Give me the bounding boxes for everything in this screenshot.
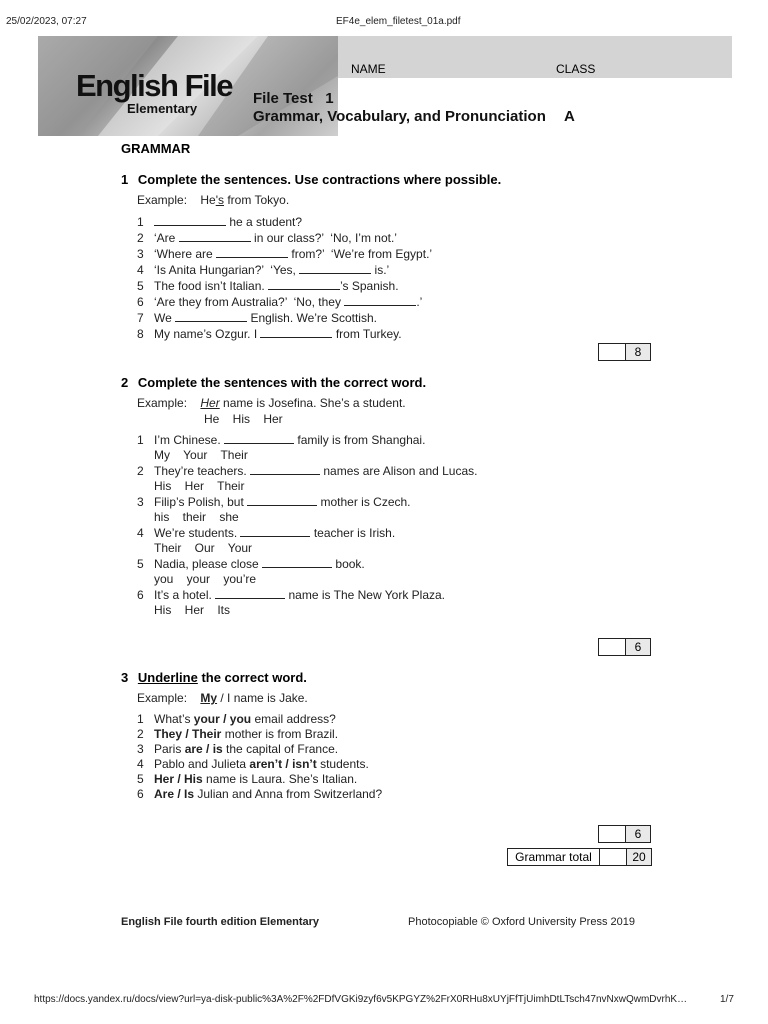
- name-class-strip: [338, 36, 732, 78]
- q1-item: [137, 294, 432, 310]
- answer-blank[interactable]: [247, 494, 317, 506]
- q2-item-number: 5: [137, 557, 144, 571]
- q3-item: [137, 787, 382, 802]
- q3-item-number: 6: [137, 787, 144, 801]
- q1-item-number: 6: [137, 295, 144, 309]
- q2-item-choices: you your you’re: [154, 572, 257, 586]
- q1-item: [137, 246, 432, 262]
- q1-item: [137, 310, 432, 326]
- q1-score-value: 8: [626, 344, 650, 360]
- q1-item: [137, 278, 432, 294]
- q3-item-pre: Pablo and Julieta: [154, 757, 250, 771]
- q2-item-pre: They’re teachers.: [154, 464, 251, 478]
- q2-item-choices: His Her Their: [154, 479, 245, 493]
- q2-item-pre: We’re students.: [154, 526, 241, 540]
- q3-item-number: 2: [137, 727, 144, 741]
- q2-item-number: 3: [137, 495, 144, 509]
- q1-item: [137, 326, 432, 342]
- answer-blank[interactable]: [175, 310, 247, 322]
- q1-item-number: 8: [137, 327, 144, 341]
- q1-item-post: in our class?’ ‘No, I’m not.’: [250, 231, 397, 245]
- q2-score-box: [598, 638, 651, 656]
- q2-item-post: teacher is Irish.: [310, 526, 396, 540]
- q2-item-pre: Nadia, please close: [154, 557, 263, 571]
- q1-item: [137, 214, 432, 230]
- logo-title: English File: [76, 68, 232, 103]
- q2-item-number: 4: [137, 526, 144, 540]
- q3-item: [137, 757, 382, 772]
- q2-item-post: names are Alison and Lucas.: [320, 464, 478, 478]
- print-url: https://docs.yandex.ru/docs/view?url=ya-disk-public%3A%2F%2FDfVGKi9zyf6v5KPGYZ%2FrX0RHu8xUYjFfTjUimhDtLTsch47nvNxwQwmDvrhK…: [34, 994, 688, 1005]
- q1-item-number: 1: [137, 215, 144, 229]
- answer-blank[interactable]: [215, 587, 285, 599]
- q3-item-number: 4: [137, 757, 144, 771]
- score-input-cell[interactable]: [599, 826, 626, 842]
- print-datetime: 25/02/2023, 07:27: [6, 16, 87, 27]
- q3-example-answer: My: [200, 691, 218, 705]
- score-input-cell[interactable]: [600, 849, 627, 865]
- q3-item-options[interactable]: They / Their: [154, 727, 222, 741]
- footer-book-title: English File fourth edition Elementary: [121, 916, 320, 928]
- q3-item-post: name is Laura. She’s Italian.: [202, 772, 358, 786]
- grammar-total-label: Grammar total: [508, 849, 600, 865]
- q2-item-number: 6: [137, 588, 144, 602]
- score-input-cell[interactable]: [599, 639, 626, 655]
- footer-copyright: Photocopiable © Oxford University Press 2019: [408, 916, 635, 928]
- q2-item-post: family is from Shanghai.: [294, 433, 426, 447]
- grammar-total-value: 20: [627, 849, 651, 865]
- q1-item-pre: We: [154, 311, 176, 325]
- q3-item-post: the capital of France.: [222, 742, 339, 756]
- q2-item-choices: his their she: [154, 510, 239, 524]
- answer-blank[interactable]: [344, 294, 416, 306]
- q1-item-pre: ‘Are they from Australia?’ ‘No, they: [154, 295, 345, 309]
- q1-item: [137, 230, 432, 246]
- q2-example-answer: Her: [200, 396, 220, 410]
- answer-blank[interactable]: [179, 230, 251, 242]
- q3-item-options[interactable]: Are / Is: [154, 787, 195, 801]
- q2-item-number: 2: [137, 464, 144, 478]
- q1-item-number: 3: [137, 247, 144, 261]
- q3-item-number: 1: [137, 712, 144, 726]
- q2-item-pre: It’s a hotel.: [154, 588, 216, 602]
- q1-item-pre: ‘Where are: [154, 247, 217, 261]
- q2-number: 2: [121, 375, 129, 390]
- file-test-title: File Test 1: [253, 90, 334, 107]
- q2-item-choices: His Her Its: [154, 603, 231, 617]
- q3-item-number: 5: [137, 772, 144, 786]
- test-subtitle-text: Grammar, Vocabulary, and Pronunciation: [253, 108, 546, 125]
- q1-items: [137, 214, 432, 342]
- q3-instruction-underlined: Underline: [137, 670, 198, 685]
- q1-example-pre: He: [200, 193, 216, 207]
- q1-item-pre: My name’s Ozgur. I: [154, 327, 261, 341]
- q2-item: [137, 494, 477, 524]
- q2-item: [137, 432, 477, 462]
- q1-item-post: from Turkey.: [332, 327, 402, 341]
- q3-example: [137, 691, 308, 706]
- q2-item-post: book.: [332, 557, 365, 571]
- q2-item-choices: My Your Their: [154, 448, 248, 462]
- q3-item-post: Julian and Anna from Switzerland?: [194, 787, 383, 801]
- q3-example-label: Example:: [137, 691, 188, 705]
- q3-score-value: 6: [626, 826, 650, 842]
- q1-example: [137, 193, 289, 208]
- q2-items: [137, 432, 477, 618]
- q2-score-value: 6: [626, 639, 650, 655]
- q3-instruction-rest: the correct word.: [197, 670, 307, 685]
- q1-item-pre: ‘Is Anita Hungarian?’ ‘Yes,: [154, 263, 300, 277]
- answer-blank[interactable]: [268, 278, 340, 290]
- q3-item-pre: Paris: [154, 742, 185, 756]
- q1-example-label: Example:: [137, 193, 188, 207]
- q3-item: [137, 742, 382, 757]
- answer-blank[interactable]: [262, 556, 332, 568]
- q2-item: [137, 525, 477, 555]
- q2-item-pre: Filip’s Polish, but: [154, 495, 248, 509]
- q3-item: [137, 712, 382, 727]
- q3-item-options[interactable]: aren’t / isn’t: [249, 757, 317, 771]
- q3-item-options[interactable]: your / you: [193, 712, 252, 726]
- q3-item-options[interactable]: are / is: [184, 742, 223, 756]
- q3-heading: [121, 670, 307, 685]
- q1-item-number: 5: [137, 279, 144, 293]
- q1-heading: [121, 172, 501, 187]
- q1-item-number: 4: [137, 263, 144, 277]
- answer-blank[interactable]: [299, 262, 371, 274]
- q2-example-label: Example:: [137, 396, 188, 410]
- q1-item-post: from?’ ‘We’re from Egypt.’: [288, 247, 433, 261]
- q1-example-post: from Tokyo.: [224, 193, 290, 207]
- answer-blank[interactable]: [260, 326, 332, 338]
- grammar-total-box: [507, 848, 652, 866]
- q1-example-answer: 's: [215, 193, 225, 207]
- q2-example-choices: He His Her: [204, 412, 283, 426]
- q1-item-post: is.’: [371, 263, 390, 277]
- q3-items: [137, 712, 382, 802]
- q2-example-post: name is Josefina. She’s a student.: [219, 396, 406, 410]
- q2-item-number: 1: [137, 433, 144, 447]
- q3-score-box: [598, 825, 651, 843]
- logo-subtitle: Elementary: [127, 101, 198, 116]
- q1-item-number: 7: [137, 311, 144, 325]
- q3-example-post: / I name is Jake.: [217, 691, 308, 705]
- q2-item: [137, 556, 477, 586]
- q2-instruction: Complete the sentences with the correct word.: [137, 375, 427, 390]
- grammar-heading: GRAMMAR: [121, 141, 191, 156]
- q1-item-post: .’: [416, 295, 423, 309]
- answer-blank[interactable]: [224, 432, 294, 444]
- print-page-number: 1/7: [720, 994, 734, 1005]
- q3-item: [137, 772, 382, 787]
- answer-blank[interactable]: [250, 463, 320, 475]
- q2-heading: [121, 375, 426, 390]
- q3-item-pre: What’s: [154, 712, 194, 726]
- q3-item: [137, 727, 382, 742]
- q1-instruction: Complete the sentences. Use contractions where possible.: [137, 172, 502, 187]
- q1-item-pre: The food isn’t Italian.: [154, 279, 269, 293]
- q2-item-choices: Their Our Your: [154, 541, 253, 555]
- q3-item-options[interactable]: Her / His: [154, 772, 203, 786]
- q1-item-post: ’s Spanish.: [340, 279, 399, 293]
- q3-item-post: mother is from Brazil.: [221, 727, 339, 741]
- name-label: NAME: [351, 62, 386, 76]
- score-input-cell[interactable]: [599, 344, 626, 360]
- print-filename: EF4e_elem_filetest_01a.pdf: [336, 16, 461, 27]
- class-label: CLASS: [556, 62, 596, 76]
- q2-item-pre: I’m Chinese.: [154, 433, 225, 447]
- q1-item-number: 2: [137, 231, 144, 245]
- test-version: A: [564, 108, 575, 125]
- answer-blank[interactable]: [154, 214, 226, 226]
- q1-number: 1: [121, 172, 129, 187]
- q3-item-post: students.: [316, 757, 369, 771]
- q1-item-pre: ‘Are: [154, 231, 179, 245]
- q2-item-post: name is The New York Plaza.: [285, 588, 446, 602]
- q2-item-post: mother is Czech.: [317, 495, 411, 509]
- q2-item: [137, 463, 477, 493]
- test-subtitle: [253, 108, 575, 125]
- q2-item: [137, 587, 477, 617]
- q1-item-post: he a student?: [226, 215, 303, 229]
- q1-item: [137, 262, 432, 278]
- q2-example: [137, 396, 406, 411]
- q1-item-post: English. We’re Scottish.: [247, 311, 377, 325]
- answer-blank[interactable]: [240, 525, 310, 537]
- answer-blank[interactable]: [216, 246, 288, 258]
- q3-item-number: 3: [137, 742, 144, 756]
- q3-item-post: email address?: [251, 712, 336, 726]
- q3-number: 3: [121, 670, 129, 685]
- q1-score-box: [598, 343, 651, 361]
